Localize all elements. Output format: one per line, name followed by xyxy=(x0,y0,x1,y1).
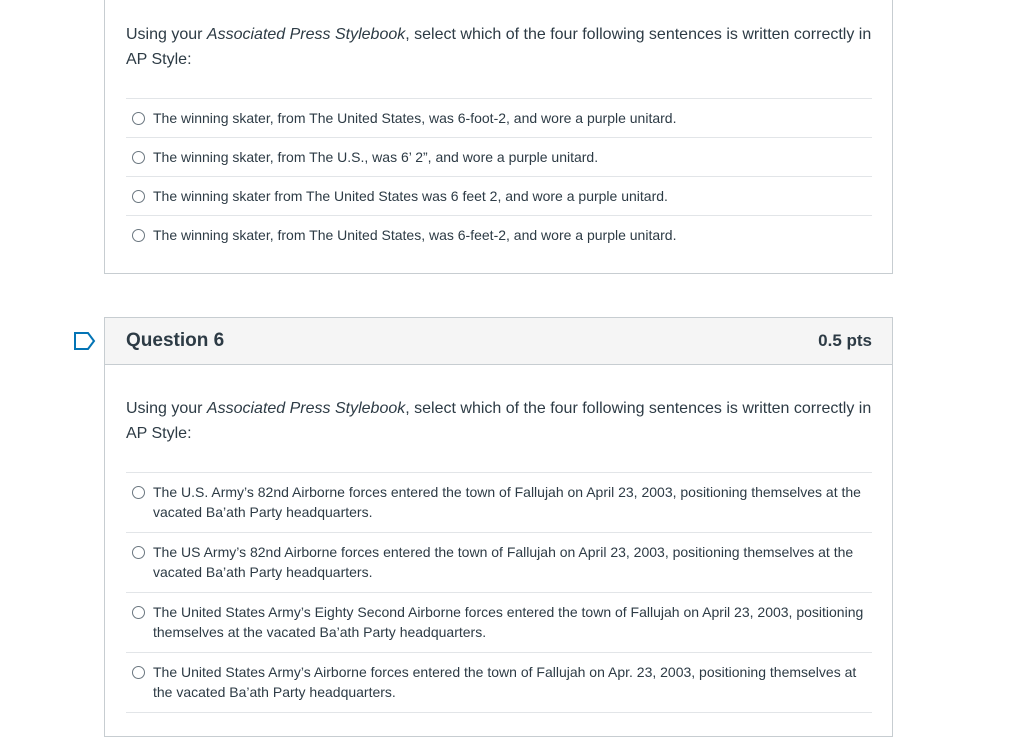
radio-button[interactable] xyxy=(132,606,145,619)
answer-list xyxy=(126,472,872,713)
answer-option[interactable] xyxy=(126,533,872,593)
radio-button[interactable] xyxy=(132,190,145,203)
radio-button[interactable] xyxy=(132,486,145,499)
radio-button[interactable] xyxy=(132,229,145,242)
answer-label: The winning skater, from The U.S., was 6’ 2”, and wore a purple unitard. xyxy=(153,149,599,165)
question-text-suffix: , select which of the four following sentences is written correctly in AP Style: xyxy=(126,400,872,442)
answer-label: The United States Army’s Airborne forces entered the town of Fallujah on Apr. 23, 2003, positioning themselves at the vacated Ba’ath Party headquarters. xyxy=(153,664,857,700)
question-header xyxy=(105,318,892,365)
question-text-prefix: Using your xyxy=(126,26,207,43)
answer-label: The winning skater, from The United States, was 6-foot-2, and wore a purple unitard. xyxy=(153,110,677,126)
answer-option[interactable] xyxy=(126,138,872,177)
question-title: Question 6 xyxy=(126,330,225,351)
question-text-prefix: Using your xyxy=(126,400,207,417)
question-card-6 xyxy=(104,317,893,737)
answer-option[interactable] xyxy=(126,99,872,138)
answer-option[interactable] xyxy=(126,177,872,216)
answer-option[interactable] xyxy=(126,216,872,254)
answer-label: The US Army’s 82nd Airborne forces entered the town of Fallujah on April 23, 2003, positioning themselves at the vacated Ba’ath Party headquarters. xyxy=(153,544,854,580)
answer-label: The winning skater from The United States was 6 feet 2, and wore a purple unitard. xyxy=(153,188,668,204)
radio-button[interactable] xyxy=(132,112,145,125)
answer-option[interactable] xyxy=(126,473,872,533)
radio-button[interactable] xyxy=(132,666,145,679)
answer-option[interactable] xyxy=(126,593,872,653)
answer-option[interactable] xyxy=(126,653,872,713)
answer-label: The U.S. Army’s 82nd Airborne forces entered the town of Fallujah on April 23, 2003, positioning themselves at the vacated Ba’ath Party headquarters. xyxy=(153,484,861,520)
answer-list xyxy=(126,98,872,254)
question-text-italic: Associated Press Stylebook xyxy=(206,400,406,417)
radio-button[interactable] xyxy=(132,546,145,559)
question-text xyxy=(105,0,892,72)
question-text-suffix: , select which of the four following sentences is written correctly in AP Style: xyxy=(126,26,872,68)
question-card-previous xyxy=(104,0,893,274)
question-points: 0.5 pts xyxy=(818,331,872,350)
question-text-italic: Associated Press Stylebook xyxy=(206,26,406,43)
answer-label: The United States Army’s Eighty Second Airborne forces entered the town of Fallujah on April 23, 2003, positioning themselves at the vacated Ba’ath Party headquarters. xyxy=(153,604,864,640)
question-text xyxy=(105,365,892,446)
flag-question-icon[interactable] xyxy=(73,331,97,351)
radio-button[interactable] xyxy=(132,151,145,164)
answer-label: The winning skater, from The United States, was 6-feet-2, and wore a purple unitard. xyxy=(153,227,677,243)
